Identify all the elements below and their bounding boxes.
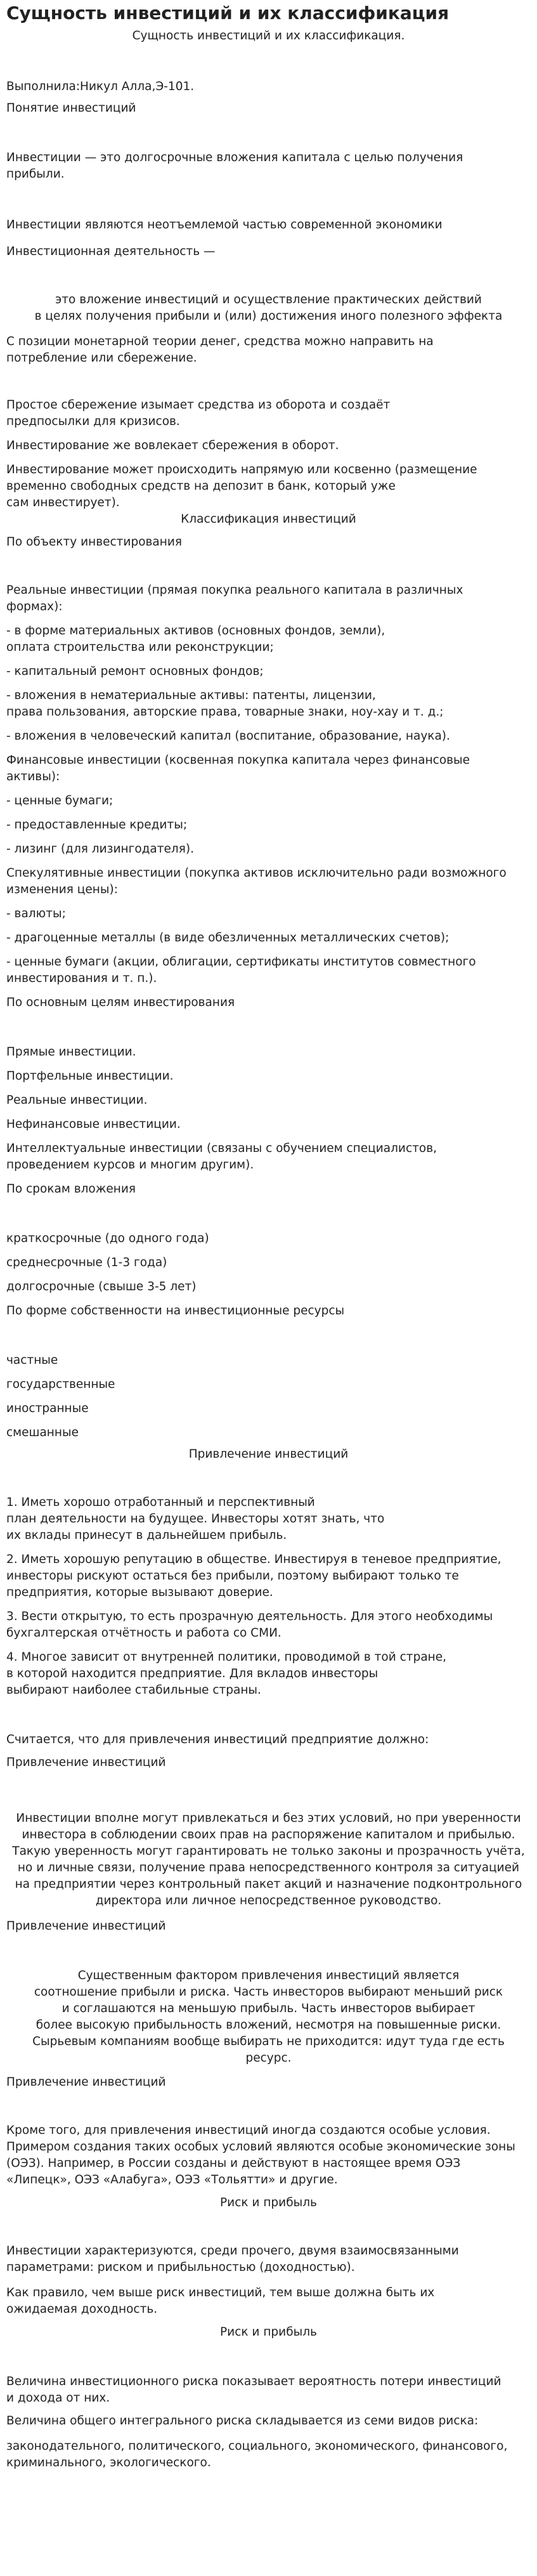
list-item: - валюты; [6, 907, 66, 920]
subsection-heading: Привлечение инвестиций [6, 1919, 166, 1933]
list-item: - капитальный ремонт основных фондов; [6, 665, 264, 678]
author-line: Выполнила:Никул Алла,Э-101. [6, 80, 195, 93]
subsection-heading: Привлечение инвестиций [6, 2076, 166, 2089]
list-item: частные [6, 1354, 58, 1367]
list-item: Интеллектуальные инвестиции (связаны с обучением специалистов, проведением курсов и многим другим). [6, 1142, 437, 1172]
list-item: 4. Многое зависит от внутренней политики, проводимой в той стране, в которой находится предприятие. Для вкладов инвесторы выбирают наиболее стабильные страны. [6, 1651, 447, 1697]
list-item: долгосрочные (свыше 3-5 лет) [6, 1280, 197, 1293]
paragraph: Инвестирование же вовлекает сбережения в оборот. [6, 439, 339, 452]
list-item: краткосрочные (до одного года) [6, 1232, 209, 1245]
subsection-heading: Привлечение инвестиций [6, 1756, 166, 1769]
paragraph: законодательного, политического, социального, экономического, финансового, криминального, экологического. [6, 2440, 508, 2469]
list-item: - вложения в нематериальные активы: патенты, лицензии, права пользования, авторские права, товарные знаки, ноу-хау и т. д.; [6, 689, 444, 719]
list-item: Прямые инвестиции. [6, 1045, 136, 1059]
list-item: государственные [6, 1378, 115, 1391]
subsection-heading: По срокам вложения [6, 1182, 136, 1196]
list-item: иностранные [6, 1402, 89, 1415]
document-title: Сущность инвестиций и их классификация [6, 3, 450, 23]
paragraph: С позиции монетарной теории денег, средства можно направить на потребление или сбережение. [6, 335, 434, 365]
list-item: Реальные инвестиции. [6, 1094, 148, 1107]
list-item: 2. Иметь хорошую репутацию в обществе. Инвестируя в теневое предприятие, инвесторы рискуют остаться без прибыли, поэтому выбирают только те предприятия, которые вызывают доверие. [6, 1553, 501, 1599]
paragraph: Спекулятивные инвестиции (покупка активов исключительно ради возможного изменения цены): [6, 866, 507, 896]
list-item: смешанные [6, 1426, 79, 1439]
paragraph: Финансовые инвестиции (косвенная покупка капитала через финансовые активы): [6, 754, 470, 783]
subsection-heading: По форме собственности на инвестиционные ресурсы [6, 1304, 345, 1317]
paragraph: Величина общего интегрального риска складывается из семи видов риска: [6, 2414, 479, 2428]
section-heading: Понятие инвестиций [6, 101, 136, 115]
paragraph: Существенным фактором привлечения инвестиций является соотношение прибыли и риска. Часть инвесторов выбирают меньший риск и соглашаются на меньшую прибыль. Часть инвесторов выбирает более высокую прибыльность вложений, несмотря на повышенные риски. Сырьевым компаниям вообще выбирать не приходится: идут туда где есть ресурс. [32, 1969, 505, 2065]
paragraph: Инвестиции вполне могут привлекаться и без этих условий, но при уверенности инвестора в соблюдении своих прав на распоряжение капиталом и прибылью. Такую уверенность могут гарантировать не только законы и прозрачность учёта, но и личные связи, получение права непосредственного контроля за ситуацией на предприятии через контрольный пакет акций и назначение подконтрольного директора или личное непосредственное руководство. [12, 1812, 525, 1907]
paragraph: Реальные инвестиции (прямая покупка реального капитала в различных формах): [6, 584, 463, 613]
paragraph: Как правило, чем выше риск инвестиций, тем выше должна быть их ожидаемая доходность. [6, 2286, 435, 2316]
paragraph: Считается, что для привлечения инвестиций предприятие должно: [6, 1733, 429, 1746]
document-subtitle: Сущность инвестиций и их классификация. [132, 29, 405, 42]
paragraph: Инвестирование может происходить напрямую или косвенно (размещение временно свободных средств на депозит в банк, который уже сам инвестирует). [6, 463, 477, 509]
paragraph: Инвестиционная деятельность — [6, 245, 216, 258]
paragraph: Кроме того, для привлечения инвестиций иногда создаются особые условия. Примером создания таких особых условий являются особые экономические зоны (ОЭЗ). Например, в России созданы и действуют в настоящее время ОЭЗ «Липецк», ОЭЗ «Алабуга», ОЭЗ «Тольятти» и другие. [6, 2124, 515, 2187]
section-heading: Привлечение инвестиций [188, 1448, 349, 1461]
definition-paragraph: Инвестиции — это долгосрочные вложения капитала с целью получения прибыли. [6, 151, 463, 181]
section-heading: Риск и прибыль [220, 2196, 317, 2209]
list-item: - драгоценные металлы (в виде обезличенных металлических счетов); [6, 931, 450, 945]
section-heading: Классификация инвестиций [181, 513, 356, 526]
list-item: Портфельные инвестиции. [6, 1069, 174, 1083]
subsection-heading: По объекту инвестирования [6, 535, 182, 549]
list-item: 1. Иметь хорошо отработанный и перспективный план деятельности на будущее. Инвесторы хотят знать, что их вклады принесут в дальнейшем прибыль. [6, 1496, 385, 1542]
list-item: - предоставленные кредиты; [6, 818, 188, 832]
list-item: 3. Вести открытую, то есть прозрачную деятельность. Для этого необходимы бухгалтерская отчётность и работа со СМИ. [6, 1610, 493, 1640]
list-item: - ценные бумаги; [6, 794, 113, 807]
list-item: - в форме материальных активов (основных фондов, земли), оплата строительства или реконструкции; [6, 624, 385, 654]
list-item: Нефинансовые инвестиции. [6, 1118, 181, 1131]
paragraph: Инвестиции являются неотъемлемой частью современной экономики [6, 218, 443, 232]
definition-paragraph: это вложение инвестиций и осуществление практических действий в целях получения прибыли и (или) достижения иного полезного эффекта [34, 293, 503, 323]
section-heading: Риск и прибыль [220, 2325, 317, 2339]
list-item: среднесрочные (1-3 года) [6, 1256, 167, 1269]
paragraph: Величина инвестиционного риска показывает вероятность потери инвестиций и дохода от них. [6, 2375, 501, 2405]
paragraph: Инвестиции характеризуются, среди прочего, двумя взаимосвязанными параметрами: риском и прибыльностью (доходностью). [6, 2244, 459, 2274]
subsection-heading: По основным целям инвестирования [6, 996, 235, 1009]
list-item: - ценные бумаги (акции, облигации, сертификаты институтов совместного инвестирования и т. п.). [6, 955, 476, 985]
list-item: - лизинг (для лизингодателя). [6, 842, 194, 856]
paragraph: Простое сбережение изымает средства из оборота и создаёт предпосылки для кризисов. [6, 398, 391, 428]
list-item: - вложения в человеческий капитал (воспитание, образование, наука). [6, 729, 450, 743]
